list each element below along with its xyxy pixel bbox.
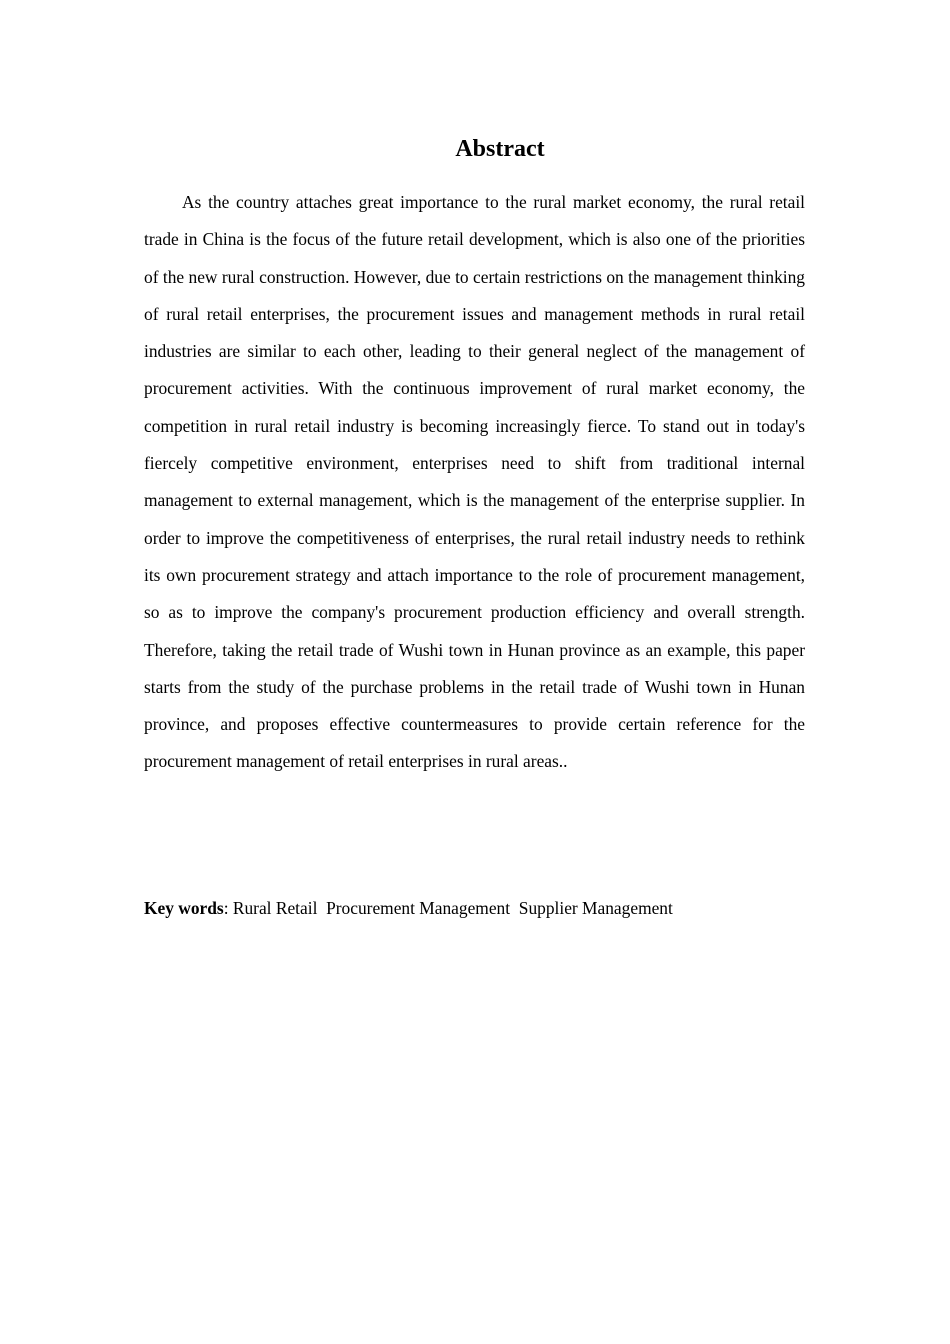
abstract-paragraph: As the country attaches great importance to the rural market economy, the rural retail trade in China is the focus of the future retail development, which is also one of the priorities of the new rural construction. However, due to certain restrictions on the management thinking of rural retail enterprises, the procurement issues and management methods in rural retail industries are similar to each other, leading to their general neglect of the management of procurement activities. With the continuous improvement of rural market economy, the competition in rural retail industry is becoming increasingly fierce. To stand out in today's fiercely competitive environment, enterprises need to shift from traditional internal management to external management, which is the management of the enterprise supplier. In order to improve the competitiveness of enterprises, the rural retail industry needs to rethink its own procurement strategy and attach importance to the role of procurement management, so as to improve the company's procurement production efficiency and overall strength. Therefore, taking the retail trade of Wushi town in Hunan province as an example, this paper starts from the study of the purchase problems in the retail trade of Wushi town in Hunan province, and proposes effective countermeasures to provide certain reference for the procurement management of retail enterprises in rural areas..: [144, 192, 805, 772]
keywords-list: : Rural Retail Procurement Management Supplier Management: [223, 898, 673, 918]
keywords-label: Key words: [144, 898, 224, 918]
keywords-line: [144, 893, 805, 923]
abstract-title: Abstract: [455, 136, 545, 162]
